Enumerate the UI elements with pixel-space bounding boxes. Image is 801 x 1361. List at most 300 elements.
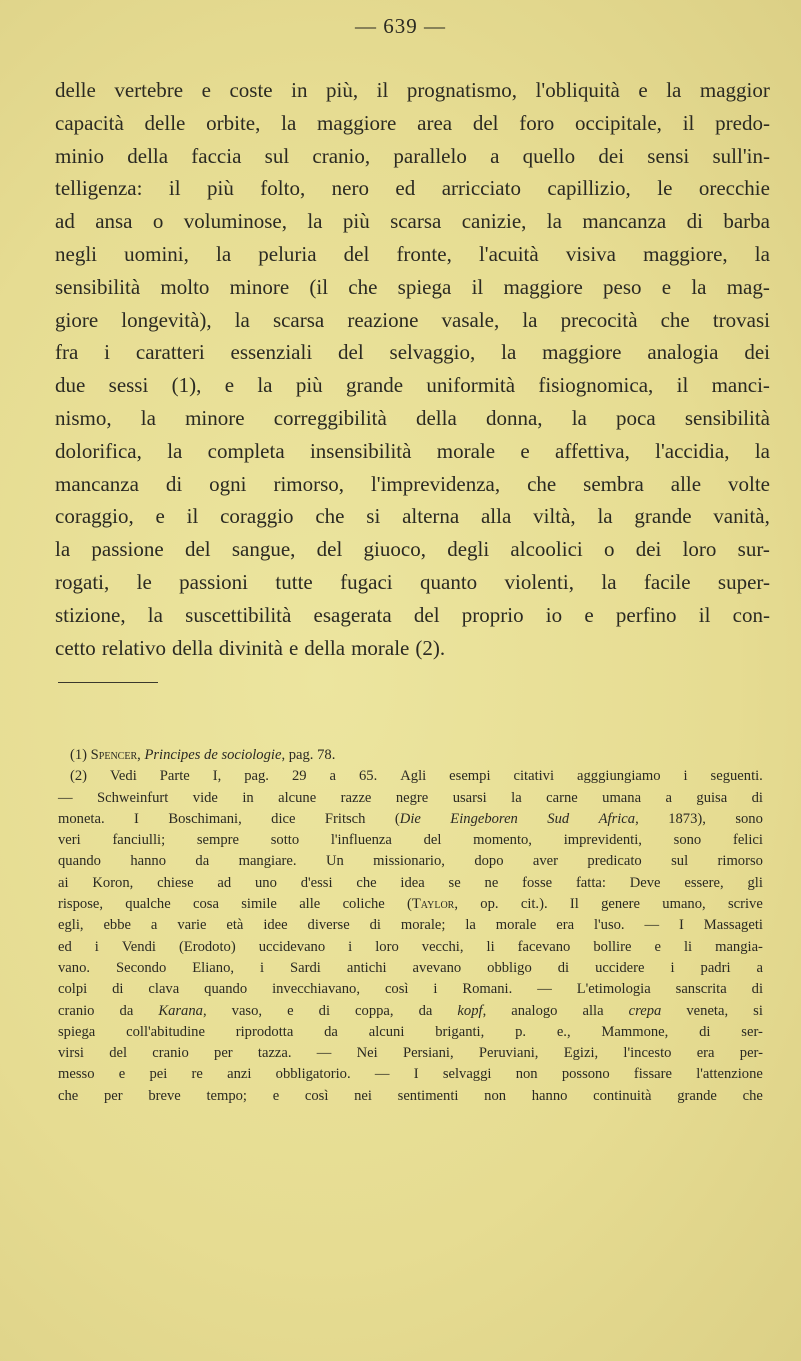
footnote-text: Massageti bbox=[703, 917, 763, 934]
word: uniformità bbox=[426, 373, 516, 398]
footnote-text: fanciulli; bbox=[112, 832, 166, 849]
word: la bbox=[691, 274, 707, 299]
footnote-text: ne bbox=[484, 874, 499, 891]
word: l'accidia, bbox=[655, 438, 730, 463]
footnote-text: possono bbox=[561, 1066, 610, 1083]
word: (2). bbox=[415, 635, 446, 660]
footnote-text: hanno bbox=[130, 853, 167, 870]
footnote-text: 65. bbox=[359, 768, 378, 785]
footnote-text: Principes de sociologie bbox=[144, 747, 282, 763]
footnote-text: era bbox=[556, 917, 575, 934]
body-line bbox=[55, 500, 770, 533]
footnote-text: alla bbox=[582, 1002, 604, 1019]
word: del bbox=[472, 110, 499, 135]
word bbox=[395, 809, 421, 830]
word bbox=[562, 1064, 610, 1085]
body-line bbox=[55, 468, 770, 501]
word bbox=[671, 851, 688, 872]
word: predo- bbox=[715, 110, 770, 135]
footnote-text: agggiungiamo bbox=[577, 768, 661, 785]
footnote-text: umana bbox=[602, 789, 642, 806]
word: e bbox=[155, 504, 165, 529]
word bbox=[324, 1022, 338, 1043]
footnote-text: che bbox=[58, 1087, 79, 1104]
footnote-text: cranio bbox=[152, 1045, 189, 1062]
word: fisiognomica, bbox=[538, 373, 654, 398]
footnote-text: Koron, bbox=[92, 874, 134, 891]
footnote-text: crepa bbox=[628, 1002, 662, 1019]
footnote-text: mangia- bbox=[715, 938, 763, 955]
word bbox=[564, 1043, 598, 1064]
word bbox=[341, 788, 372, 809]
word bbox=[373, 851, 445, 872]
word bbox=[674, 830, 702, 851]
word bbox=[533, 851, 558, 872]
word: prognatismo, bbox=[406, 78, 518, 102]
word: maggiore bbox=[317, 110, 397, 135]
body-line bbox=[55, 599, 770, 632]
footnote-text: Deve bbox=[629, 874, 661, 891]
word bbox=[278, 788, 316, 809]
word: il bbox=[186, 504, 199, 529]
footnote-text: Karana bbox=[158, 1002, 203, 1019]
word bbox=[407, 894, 458, 915]
word bbox=[255, 873, 277, 894]
footnote-text: fosse bbox=[522, 874, 553, 891]
word bbox=[263, 915, 287, 936]
word bbox=[331, 830, 392, 851]
word bbox=[511, 788, 522, 809]
footnote-text: qualche bbox=[125, 896, 171, 913]
word: nero bbox=[331, 176, 369, 201]
word: essenziali bbox=[230, 340, 313, 365]
word: grande bbox=[345, 373, 404, 398]
word bbox=[239, 851, 297, 872]
word bbox=[179, 937, 236, 958]
word bbox=[58, 830, 81, 851]
word: divinità bbox=[218, 635, 283, 660]
word bbox=[375, 937, 399, 958]
word bbox=[195, 851, 209, 872]
body-line bbox=[55, 533, 770, 566]
word bbox=[711, 766, 763, 787]
footnote-text: ( bbox=[394, 810, 400, 827]
footnote-separator bbox=[58, 682, 158, 683]
word bbox=[125, 894, 170, 915]
word: vertebre bbox=[114, 78, 184, 102]
footnote-text: idea bbox=[400, 874, 425, 891]
footnote-text: , bbox=[137, 747, 145, 763]
body-line bbox=[55, 435, 770, 468]
footnote-text: aver bbox=[532, 853, 559, 870]
word bbox=[271, 830, 299, 851]
footnote-line bbox=[58, 1064, 763, 1085]
footnote-text: (1) bbox=[70, 747, 91, 763]
word: poca bbox=[616, 405, 656, 430]
footnote-text: (Erodoto) bbox=[178, 938, 236, 955]
footnote-text: clava bbox=[148, 981, 180, 998]
footnote-text: op. bbox=[480, 896, 499, 913]
word bbox=[271, 809, 295, 830]
footnote-text: avevano bbox=[412, 959, 462, 976]
footnote-text: Peruviani, bbox=[478, 1045, 539, 1062]
footnote-line bbox=[58, 1001, 763, 1022]
word bbox=[576, 873, 606, 894]
footnote-text: diverse bbox=[307, 917, 350, 934]
word: della bbox=[171, 635, 213, 660]
word: affettiva, bbox=[555, 438, 630, 463]
word: sangue, bbox=[231, 537, 296, 562]
word: o bbox=[603, 537, 615, 562]
footnote-text: e bbox=[272, 1087, 280, 1104]
footnote-text: ser- bbox=[741, 1023, 763, 1040]
footnote-text: che bbox=[356, 874, 377, 891]
word bbox=[356, 873, 376, 894]
word bbox=[747, 873, 762, 894]
word bbox=[413, 958, 462, 979]
footnote-text: dice bbox=[271, 810, 296, 827]
word bbox=[122, 937, 156, 958]
word bbox=[206, 1086, 247, 1107]
word: di bbox=[686, 209, 703, 234]
footnote-text: Vedi bbox=[110, 768, 137, 785]
footnote-text: missionario, bbox=[373, 853, 445, 870]
word bbox=[676, 979, 727, 1000]
word bbox=[104, 1086, 123, 1107]
footnote-text: spiega bbox=[58, 1023, 96, 1040]
word bbox=[449, 873, 461, 894]
word bbox=[752, 979, 763, 1000]
word bbox=[684, 766, 688, 787]
body-line bbox=[55, 566, 770, 599]
footnote-text: idee bbox=[263, 917, 288, 934]
word: che bbox=[660, 307, 690, 332]
word bbox=[120, 1001, 134, 1022]
word bbox=[242, 788, 253, 809]
word: la bbox=[215, 241, 232, 266]
word bbox=[662, 894, 705, 915]
word: quanto bbox=[420, 569, 478, 594]
word bbox=[684, 873, 723, 894]
footnote-text: ad bbox=[217, 874, 232, 891]
body-line bbox=[55, 402, 770, 435]
word: la bbox=[666, 78, 682, 102]
body-line bbox=[55, 74, 770, 107]
footnote-text: tempo; bbox=[206, 1087, 247, 1104]
word: o bbox=[152, 209, 164, 234]
word bbox=[193, 788, 218, 809]
footnote-text: citativi bbox=[513, 768, 555, 785]
footnote-text: simile bbox=[241, 896, 277, 913]
footnote-text: usarsi bbox=[452, 789, 487, 806]
word: ogni bbox=[209, 471, 247, 496]
word: delle bbox=[144, 110, 186, 135]
footnote-text: li bbox=[486, 938, 495, 955]
word bbox=[227, 1064, 251, 1085]
word: il bbox=[676, 373, 689, 398]
footnote-text: uccidere bbox=[595, 959, 645, 976]
footnote-text: guisa bbox=[696, 789, 728, 806]
footnote-text: mangiare. bbox=[238, 853, 297, 870]
footnote-text: — bbox=[58, 789, 73, 806]
footnote-text: e bbox=[654, 938, 661, 955]
footnote-text: Schweinfurt bbox=[97, 789, 169, 806]
footnote-text: seguenti. bbox=[710, 768, 763, 785]
footnote-text: Eingeboren bbox=[450, 810, 518, 827]
footnote-text: sono bbox=[735, 810, 763, 827]
footnote-text: Agli bbox=[400, 768, 427, 785]
word bbox=[623, 1043, 671, 1064]
word: più, bbox=[326, 78, 359, 102]
word: voluminose, bbox=[183, 209, 287, 234]
word bbox=[236, 1022, 294, 1043]
word: insensibilità bbox=[309, 438, 412, 463]
word: ed bbox=[395, 176, 416, 201]
word bbox=[58, 851, 101, 872]
word: ansa bbox=[95, 209, 133, 234]
word bbox=[532, 1086, 568, 1107]
word bbox=[70, 766, 87, 787]
word bbox=[629, 1001, 662, 1022]
footnote-text: Vendi bbox=[121, 938, 156, 955]
word: la bbox=[307, 209, 323, 234]
footnote-line bbox=[58, 958, 763, 979]
word: mag- bbox=[726, 274, 770, 299]
footnote-text: Sud bbox=[547, 810, 570, 827]
body-line bbox=[55, 632, 770, 665]
word bbox=[480, 894, 498, 915]
footnote-text: a bbox=[665, 789, 672, 806]
word bbox=[112, 830, 165, 851]
word: suscettibilità bbox=[185, 602, 292, 627]
word bbox=[699, 1022, 710, 1043]
footnote-text: da bbox=[324, 1023, 338, 1040]
footnote-line bbox=[58, 830, 763, 851]
word: e bbox=[584, 602, 594, 627]
footnote-line bbox=[58, 979, 763, 1000]
word: precocità bbox=[560, 307, 638, 332]
word: che bbox=[315, 504, 345, 529]
word: che bbox=[348, 274, 378, 299]
footnote-text: scrive bbox=[727, 896, 763, 913]
footnote-text: a bbox=[150, 917, 158, 934]
word bbox=[259, 937, 325, 958]
word bbox=[740, 1043, 763, 1064]
word bbox=[583, 1001, 604, 1022]
footnote-text: — bbox=[537, 981, 552, 998]
footnote-line bbox=[58, 745, 763, 766]
word bbox=[158, 1001, 206, 1022]
word: stizione, bbox=[55, 602, 126, 627]
word: volte bbox=[728, 471, 770, 496]
word bbox=[595, 958, 644, 979]
word bbox=[546, 788, 578, 809]
footnote-text: anzi bbox=[227, 1066, 252, 1083]
footnote-text: così bbox=[304, 1087, 329, 1104]
word: la bbox=[754, 241, 770, 266]
word bbox=[701, 958, 731, 979]
footnote-text: — bbox=[644, 917, 660, 934]
footnote-text: i bbox=[260, 959, 265, 976]
footnote-text: briganti, bbox=[435, 1023, 485, 1040]
word bbox=[684, 937, 692, 958]
word bbox=[214, 1043, 233, 1064]
word bbox=[385, 979, 409, 1000]
footnote-text: genere bbox=[601, 896, 640, 913]
footnote-text: loro bbox=[375, 938, 399, 955]
word bbox=[168, 809, 241, 830]
word: l'acuità bbox=[478, 241, 539, 266]
word: quello bbox=[522, 143, 576, 168]
word: maggiore bbox=[503, 274, 583, 299]
word bbox=[665, 788, 671, 809]
word: faccia bbox=[191, 143, 242, 168]
word: spiega bbox=[397, 274, 452, 299]
footnote-text: coll'abitudine bbox=[126, 1023, 205, 1040]
word: io bbox=[545, 602, 563, 627]
word: minio bbox=[55, 143, 105, 168]
word bbox=[696, 788, 727, 809]
word bbox=[601, 1022, 668, 1043]
word bbox=[398, 1086, 459, 1107]
word bbox=[599, 809, 639, 830]
word bbox=[630, 873, 661, 894]
word: capacità bbox=[55, 110, 124, 135]
footnote-text: felici bbox=[732, 832, 763, 849]
word: (il bbox=[309, 274, 329, 299]
word bbox=[522, 873, 552, 894]
word: dolorifica, bbox=[55, 438, 142, 463]
word: il bbox=[471, 274, 484, 299]
word: la bbox=[167, 438, 183, 463]
footnote-text: Un bbox=[325, 853, 344, 870]
word: scarsa bbox=[272, 307, 325, 332]
word: super- bbox=[717, 569, 770, 594]
footnote-text: I, bbox=[212, 768, 222, 785]
footnote-text: — bbox=[374, 1066, 390, 1083]
footnote-text: moneta. bbox=[58, 810, 105, 827]
word: fra bbox=[55, 340, 79, 365]
word bbox=[400, 873, 424, 894]
footnote-text: di bbox=[369, 917, 381, 934]
word bbox=[226, 915, 243, 936]
word bbox=[134, 809, 139, 830]
footnote-text: vecchi, bbox=[421, 938, 464, 955]
footnote-text: del bbox=[109, 1045, 128, 1062]
word: minore bbox=[229, 274, 290, 299]
footnote-text: I bbox=[134, 810, 139, 827]
word: loro bbox=[682, 537, 717, 562]
word: la bbox=[234, 307, 250, 332]
footnote-text: egli, bbox=[58, 917, 84, 934]
word bbox=[654, 937, 660, 958]
word: telligenza: bbox=[55, 176, 143, 201]
word: in bbox=[291, 78, 308, 102]
word: il bbox=[682, 110, 695, 135]
word: morale bbox=[436, 438, 496, 463]
word bbox=[354, 1086, 372, 1107]
word bbox=[272, 979, 360, 1000]
word: negli bbox=[55, 241, 97, 266]
body-line bbox=[55, 271, 770, 304]
footnote-line bbox=[58, 1086, 763, 1107]
word: di bbox=[165, 471, 183, 496]
word: del bbox=[343, 241, 370, 266]
footnote-text: Egizi, bbox=[563, 1045, 599, 1062]
footnote-text: alcune bbox=[278, 789, 317, 806]
word: uomini, bbox=[124, 241, 189, 266]
footnote-text: nei bbox=[354, 1087, 372, 1104]
word bbox=[157, 873, 193, 894]
footnote-text: padri bbox=[700, 959, 731, 976]
footnote-text: cit.). bbox=[520, 896, 548, 913]
word: rimorso, bbox=[273, 471, 345, 496]
word: la bbox=[281, 110, 297, 135]
body-line bbox=[55, 238, 770, 271]
footnote-text: alcuni bbox=[368, 1023, 405, 1040]
word: la bbox=[522, 307, 538, 332]
footnote-text: a bbox=[756, 959, 763, 976]
footnote-text: coppa, bbox=[355, 1002, 394, 1019]
word bbox=[58, 937, 72, 958]
word bbox=[152, 1043, 188, 1064]
word: barba bbox=[723, 209, 770, 234]
footnote-text: di bbox=[751, 981, 763, 998]
word bbox=[558, 958, 569, 979]
footnote-text: continuità bbox=[593, 1087, 652, 1104]
word bbox=[570, 894, 579, 915]
word bbox=[602, 788, 641, 809]
word: morale bbox=[351, 635, 410, 660]
word bbox=[677, 1086, 717, 1107]
word bbox=[148, 979, 179, 1000]
word: del bbox=[184, 537, 211, 562]
word bbox=[577, 766, 661, 787]
word bbox=[58, 1022, 95, 1043]
word: tutte bbox=[275, 569, 313, 594]
word: parallelo bbox=[393, 143, 467, 168]
word: del bbox=[316, 537, 343, 562]
word: trovasi bbox=[712, 307, 770, 332]
footnote-text: , pag. 78. bbox=[281, 747, 336, 763]
footnote-text: veneta, bbox=[686, 1002, 729, 1019]
footnote-line bbox=[58, 1022, 763, 1043]
word: dei bbox=[744, 340, 770, 365]
word bbox=[177, 915, 206, 936]
word bbox=[679, 915, 684, 936]
word: coraggio, bbox=[55, 504, 134, 529]
word: arricciato bbox=[441, 176, 521, 201]
footnote-text: morale bbox=[495, 917, 537, 934]
word: la bbox=[754, 438, 770, 463]
word: i bbox=[104, 340, 111, 365]
word: facile bbox=[643, 569, 691, 594]
footnote-text: età bbox=[226, 917, 244, 934]
footnotes bbox=[58, 745, 763, 1107]
word: sur- bbox=[737, 537, 770, 562]
word bbox=[204, 979, 247, 1000]
word bbox=[151, 915, 157, 936]
word bbox=[244, 766, 269, 787]
word bbox=[419, 1001, 433, 1022]
footnote-text: ai bbox=[58, 874, 69, 891]
footnote-text: pag. bbox=[244, 768, 269, 785]
word bbox=[58, 894, 103, 915]
footnote-text: facevano bbox=[517, 938, 571, 955]
footnote-text: Secondo bbox=[116, 959, 167, 976]
word bbox=[110, 766, 137, 787]
word: sensibilità bbox=[684, 405, 770, 430]
